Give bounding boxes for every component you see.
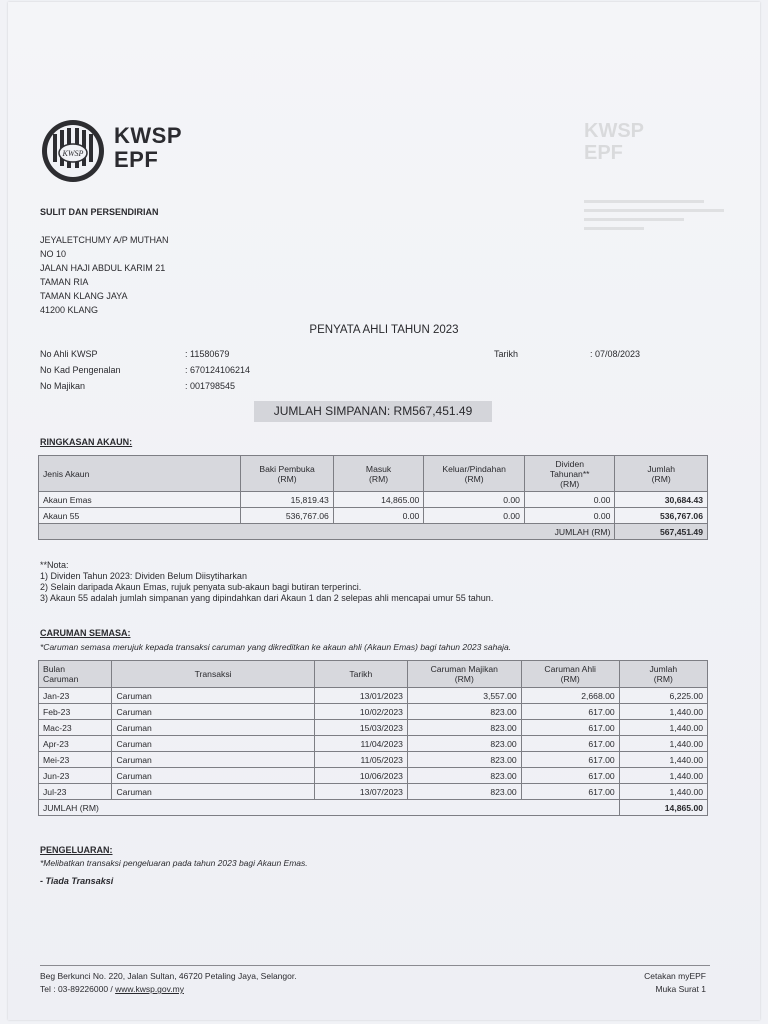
table-cell: 6,225.00 xyxy=(619,688,707,704)
date-label: Tarikh xyxy=(494,349,519,359)
account-summary-table xyxy=(38,455,708,540)
ic-no-value: : 670124106214 xyxy=(185,365,251,375)
table-cell: Caruman xyxy=(112,688,314,704)
table-cell: Caruman xyxy=(112,720,314,736)
table-cell: 1,440.00 xyxy=(619,736,707,752)
total-savings-box: JUMLAH SIMPANAN: RM567,451.49 xyxy=(254,401,492,422)
total-value: 14,865.00 xyxy=(619,800,707,816)
recipient-address xyxy=(40,233,169,317)
table-cell: 1,440.00 xyxy=(619,752,707,768)
watermark-text-lines xyxy=(584,200,724,236)
col-header: Jenis Akaun xyxy=(39,456,241,492)
note-item: 2) Selain daripada Akaun Emas, rujuk penyata sub-akaun bagi butiran terperinci. xyxy=(40,582,362,592)
col-header: Jumlah (RM) xyxy=(619,661,707,688)
table-cell: Caruman xyxy=(112,768,314,784)
table-cell: Akaun 55 xyxy=(39,508,241,524)
table-row xyxy=(39,720,708,736)
table-cell: Caruman xyxy=(112,784,314,800)
footer-tel: Tel : 03-89226000 / xyxy=(40,984,116,994)
table-cell: 823.00 xyxy=(407,704,521,720)
printed-by: Cetakan myEPF xyxy=(644,971,706,981)
table-cell: 823.00 xyxy=(407,720,521,736)
table-cell: 0.00 xyxy=(424,508,525,524)
confidential-label: SULIT DAN PERSENDIRIAN xyxy=(40,207,159,217)
address-line: JEYALETCHUMY A/P MUTHAN xyxy=(40,235,169,245)
footer-address xyxy=(40,970,297,996)
table-total-row xyxy=(39,524,708,540)
table-row xyxy=(39,704,708,720)
table-cell: 617.00 xyxy=(521,784,619,800)
footer-address-line: Beg Berkunci No. 220, Jalan Sultan, 46720 Petaling Jaya, Selangor. xyxy=(40,971,297,981)
table-cell: 536,767.06 xyxy=(615,508,708,524)
total-label: JUMLAH (RM) xyxy=(39,524,615,540)
table-row xyxy=(39,768,708,784)
table-row xyxy=(39,508,708,524)
table-cell: Caruman xyxy=(112,704,314,720)
address-line: JALAN HAJI ABDUL KARIM 21 xyxy=(40,263,166,273)
contributions-subtitle: *Caruman semasa merujuk kepada transaksi caruman yang dikreditkan ke akaun ahli (Akaun Emas) bagi tahun 2023 sahaja. xyxy=(40,642,512,652)
col-header: Bulan Caruman xyxy=(39,661,112,688)
table-row xyxy=(39,736,708,752)
table-header-row xyxy=(39,661,708,688)
col-header: Caruman Majikan (RM) xyxy=(407,661,521,688)
table-cell: Jun-23 xyxy=(39,768,112,784)
address-line: 41200 KLANG xyxy=(40,305,99,315)
table-cell: 617.00 xyxy=(521,752,619,768)
table-row xyxy=(39,492,708,508)
table-cell: 617.00 xyxy=(521,720,619,736)
statement-title: PENYATA AHLI TAHUN 2023 xyxy=(309,324,459,336)
table-cell: 15,819.43 xyxy=(241,492,334,508)
table-cell: 10/06/2023 xyxy=(314,768,407,784)
table-cell: 823.00 xyxy=(407,752,521,768)
table-cell: 1,440.00 xyxy=(619,720,707,736)
no-transactions-text: - Tiada Transaksi xyxy=(40,876,114,886)
notes-block xyxy=(40,560,493,604)
note-item: 1) Dividen Tahun 2023: Dividen Belum Diisytiharkan xyxy=(40,571,247,581)
page-number: Muka Surat 1 xyxy=(655,984,706,994)
table-cell: 617.00 xyxy=(521,704,619,720)
total-label: JUMLAH (RM) xyxy=(39,800,620,816)
watermark-line-1: KWSP xyxy=(584,120,644,142)
table-cell: 13/01/2023 xyxy=(314,688,407,704)
table-row xyxy=(39,752,708,768)
table-cell: 15/03/2023 xyxy=(314,720,407,736)
table-row xyxy=(39,784,708,800)
table-cell: 1,440.00 xyxy=(619,768,707,784)
member-no-value: : 11580679 xyxy=(185,349,230,359)
address-line: TAMAN KLANG JAYA xyxy=(40,291,128,301)
table-cell: 0.00 xyxy=(424,492,525,508)
table-header-row xyxy=(39,456,708,492)
contributions-heading: CARUMAN SEMASA: xyxy=(40,628,131,638)
col-header: Dividen Tahunan** (RM) xyxy=(524,456,614,492)
logo-line-2: EPF xyxy=(114,147,159,172)
table-cell: 0.00 xyxy=(333,508,423,524)
table-row xyxy=(39,688,708,704)
employer-no-label: No Majikan xyxy=(40,381,86,391)
col-header: Tarikh xyxy=(314,661,407,688)
logo-seal-text: KWSP xyxy=(62,149,84,158)
table-cell: 1,440.00 xyxy=(619,704,707,720)
table-cell: 11/04/2023 xyxy=(314,736,407,752)
table-cell: 823.00 xyxy=(407,768,521,784)
table-cell: Apr-23 xyxy=(39,736,112,752)
table-cell: 617.00 xyxy=(521,768,619,784)
table-cell: Mac-23 xyxy=(39,720,112,736)
table-cell: Jan-23 xyxy=(39,688,112,704)
withdrawals-subtitle: *Melibatkan transaksi pengeluaran pada tahun 2023 bagi Akaun Emas. xyxy=(40,858,308,868)
table-cell: 13/07/2023 xyxy=(314,784,407,800)
table-cell: 2,668.00 xyxy=(521,688,619,704)
table-cell: Jul-23 xyxy=(39,784,112,800)
col-header: Baki Pembuka (RM) xyxy=(241,456,334,492)
footer-contact xyxy=(40,983,297,996)
employer-no-value: : 001798545 xyxy=(185,381,236,391)
note-item: 3) Akaun 55 adalah jumlah simpanan yang dipindahkan dari Akaun 1 dan 2 selepas ahli mencapai umur 55 tahun. xyxy=(40,593,494,603)
address-line: NO 10 xyxy=(40,249,67,259)
table-cell: Caruman xyxy=(112,736,314,752)
withdrawals-heading: PENGELUARAN: xyxy=(40,845,113,855)
address-line: TAMAN RIA xyxy=(40,277,89,287)
table-cell: 823.00 xyxy=(407,736,521,752)
col-header: Transaksi xyxy=(112,661,314,688)
col-header: Jumlah (RM) xyxy=(615,456,708,492)
table-cell: 3,557.00 xyxy=(407,688,521,704)
account-summary-heading: RINGKASAN AKAUN: xyxy=(40,437,133,447)
table-cell: Feb-23 xyxy=(39,704,112,720)
table-cell: Mei-23 xyxy=(39,752,112,768)
table-cell: 0.00 xyxy=(524,508,614,524)
date-value: : 07/08/2023 xyxy=(590,349,641,359)
table-cell: 30,684.43 xyxy=(615,492,708,508)
table-total-row xyxy=(39,800,708,816)
watermark-line-2: EPF xyxy=(584,142,623,164)
website-link[interactable]: www.kwsp.gov.my xyxy=(115,984,184,994)
footer-divider xyxy=(40,965,710,966)
col-header: Caruman Ahli (RM) xyxy=(521,661,619,688)
ic-no-label: No Kad Pengenalan xyxy=(40,365,121,375)
table-cell: Akaun Emas xyxy=(39,492,241,508)
total-value: 567,451.49 xyxy=(615,524,708,540)
table-cell: 11/05/2023 xyxy=(314,752,407,768)
table-cell: 617.00 xyxy=(521,736,619,752)
table-cell: Caruman xyxy=(112,752,314,768)
table-cell: 14,865.00 xyxy=(333,492,423,508)
col-header: Masuk (RM) xyxy=(333,456,423,492)
table-cell: 1,440.00 xyxy=(619,784,707,800)
contributions-table xyxy=(38,660,708,816)
notes-heading: **Nota: xyxy=(40,560,69,570)
table-cell: 10/02/2023 xyxy=(314,704,407,720)
kwsp-logo-seal-icon xyxy=(40,118,106,184)
table-cell: 0.00 xyxy=(524,492,614,508)
col-header: Keluar/Pindahan (RM) xyxy=(424,456,525,492)
footer-right xyxy=(644,970,706,996)
table-cell: 536,767.06 xyxy=(241,508,334,524)
kwsp-logo-text xyxy=(114,124,182,172)
logo-line-1: KWSP xyxy=(114,123,182,148)
table-cell: 823.00 xyxy=(407,784,521,800)
watermark-logo xyxy=(584,120,644,164)
member-no-label: No Ahli KWSP xyxy=(40,349,98,359)
